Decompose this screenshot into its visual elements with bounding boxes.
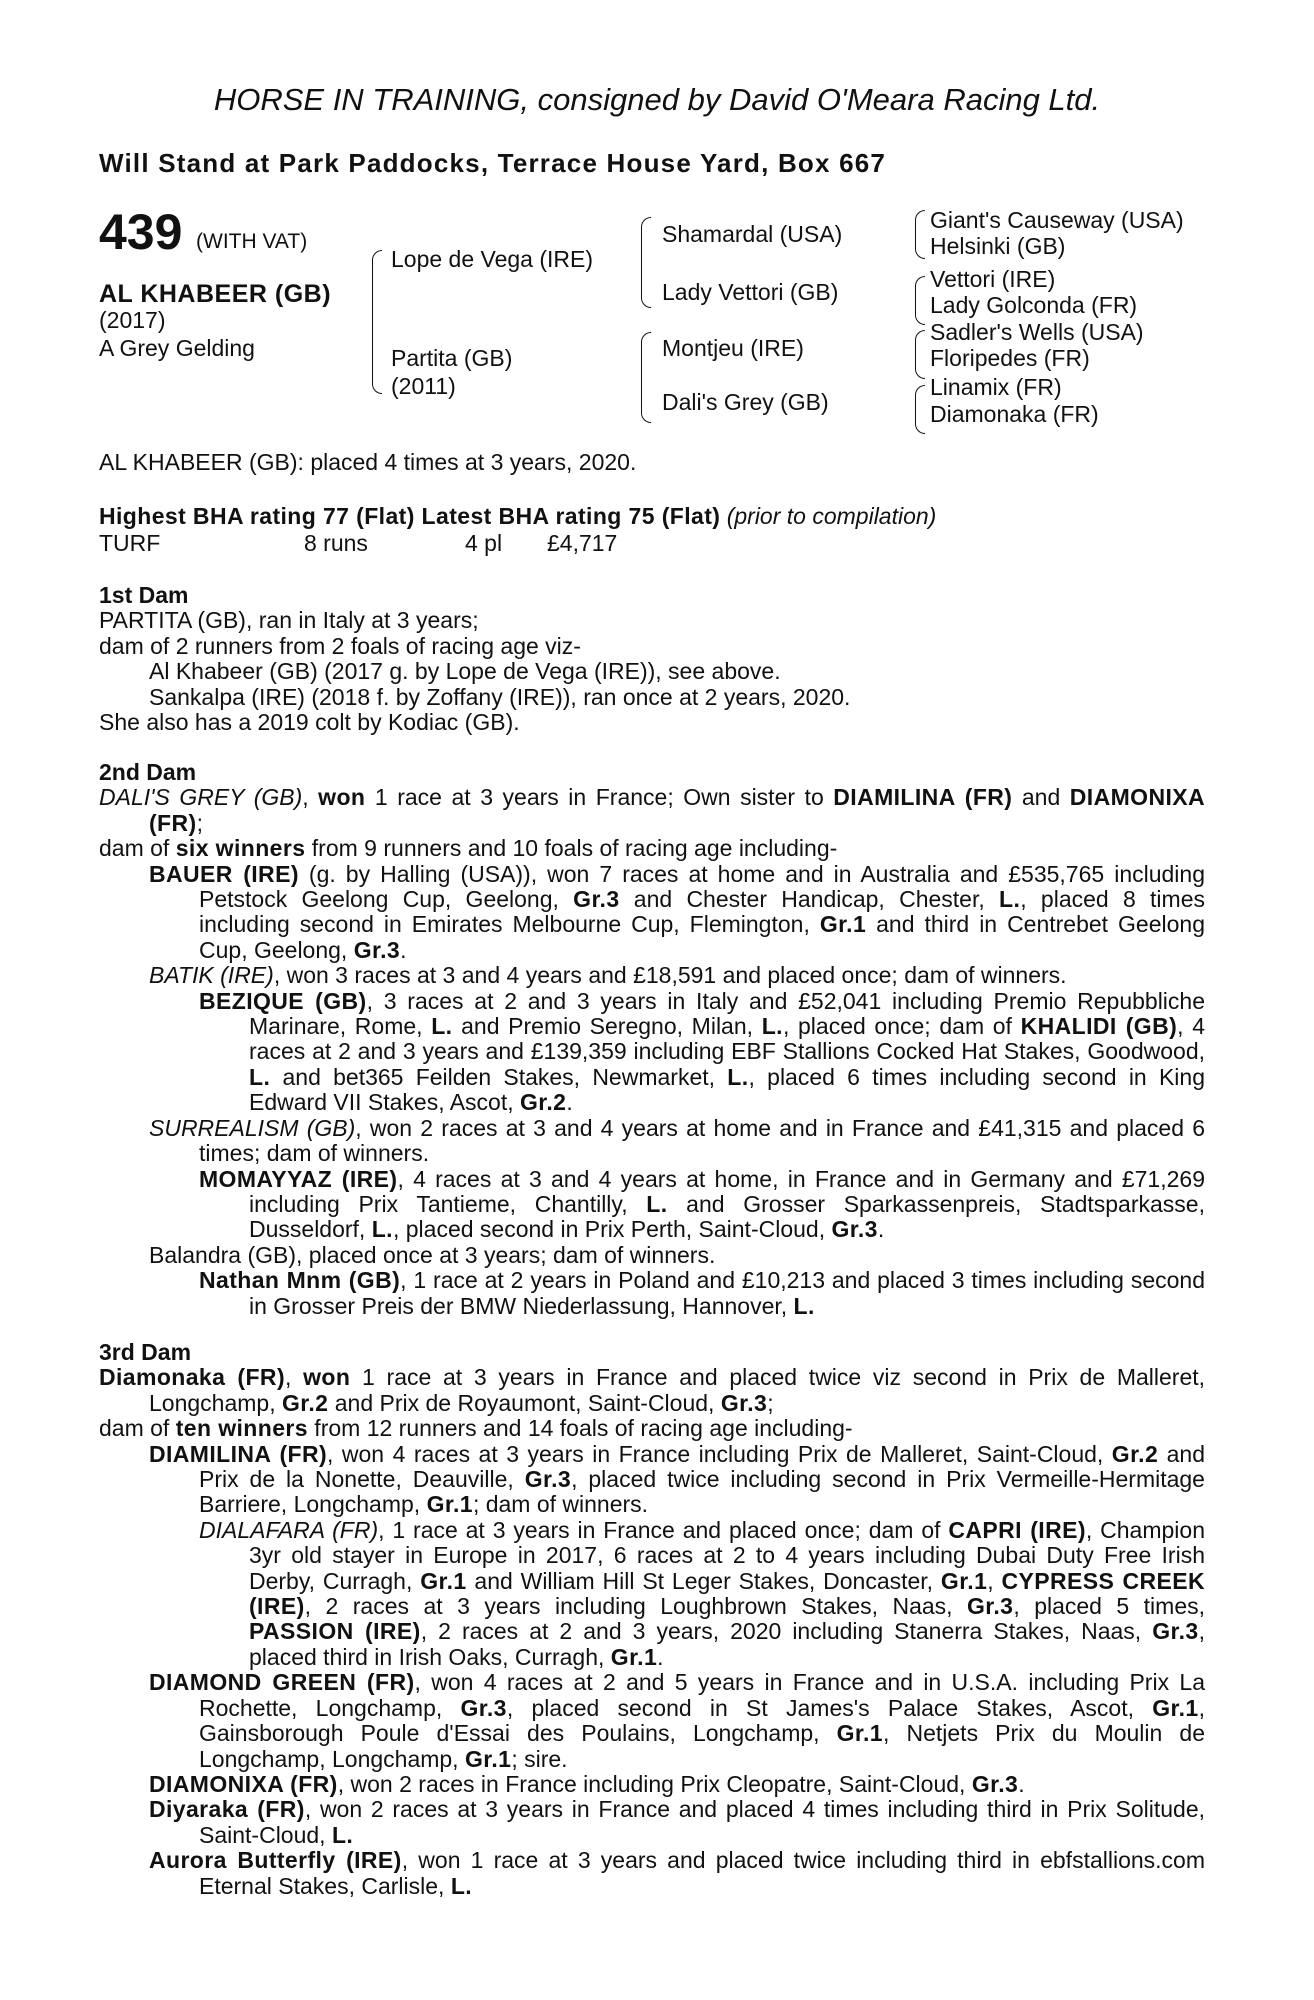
produce-entry [99, 1772, 1205, 1797]
pedigree-dam: Partita (GB) [391, 345, 513, 371]
pedigree-brace [915, 234, 925, 259]
horse-name: DIALAFARA (FR) [199, 1516, 379, 1543]
grade: Gr.3 [353, 936, 401, 963]
grade: L. [793, 1292, 815, 1319]
runs: 8 runs [304, 530, 368, 556]
text: , placed second in Prix Perth, Saint-Cloud, [392, 1216, 832, 1243]
pedigree-brace [915, 276, 925, 301]
text: , placed 5 times, [1013, 1593, 1206, 1620]
text: , 1 race at 3 years in France and placed once; dam of [378, 1516, 949, 1543]
pedigree-dam-sire: Montjeu (IRE) [662, 335, 804, 361]
grade: Gr.1 [464, 1745, 512, 1772]
pedigree-g8: Diamonaka (FR) [930, 401, 1099, 427]
horse-year: (2017) [99, 307, 166, 333]
dam-name: Diamonaka (FR) [99, 1364, 286, 1391]
race-summary: AL KHABEER (GB): placed 4 times at 3 years, 2020. [99, 449, 637, 475]
horse-name: SURREALISM (GB) [149, 1114, 356, 1141]
text: , won 2 races at 3 and 4 years at home and in France and £41,315 and placed 6 times; dam of winners. [199, 1114, 1205, 1167]
ratings-note: (prior to compilation) [726, 503, 937, 529]
horse-name: DIAMILINA (FR) [149, 1440, 328, 1467]
text: , 1 race at 2 years in Poland and £10,213 and placed 3 times including second in Grosser Preis der BMW Niederlassung, Hannover, [249, 1267, 1205, 1319]
text: , placed 8 times including second in Emirates Melbourne Cup, Flemington, [199, 886, 1205, 938]
horse-name: PASSION (IRE) [249, 1618, 421, 1645]
ratings-text: Highest BHA rating 77 (Flat) Latest BHA rating 75 (Flat) [99, 503, 721, 529]
horse-description: A Grey Gelding [99, 335, 255, 361]
text: , won 4 races at 2 and 5 years in France and in U.S.A. including Prix La Rochette, Longchamp, [199, 1669, 1205, 1721]
text: ; [196, 809, 203, 836]
grade: Gr.1 [426, 1491, 473, 1518]
second-dam-heading: 2nd Dam [99, 759, 197, 785]
text: ; dam of winners. [472, 1491, 649, 1518]
pedigree-brace [641, 377, 651, 423]
text: , [987, 1567, 1002, 1594]
race-record-row [99, 530, 699, 558]
placings: 4 pl [465, 530, 503, 556]
text: . [566, 1089, 573, 1116]
produce-entry [99, 989, 1205, 1116]
horse-name: DIAMOND GREEN (FR) [149, 1669, 415, 1696]
text: and Premio Seregno, Milan, [452, 1013, 762, 1040]
text: , won 1 race at 3 years and placed twice including third in ebfstallions.com Eternal Stakes, Carlisle, [199, 1847, 1206, 1899]
grade: L. [371, 1216, 393, 1243]
produce-entry [99, 1442, 1205, 1518]
text: . [877, 1216, 885, 1243]
pedigree-brace [372, 330, 382, 394]
pedigree-sire-dam: Lady Vettori (GB) [662, 279, 839, 305]
horse-name: CYPRESS CREEK (IRE) [249, 1567, 1205, 1620]
text: , placed third in Irish Oaks, Curragh, [249, 1618, 1205, 1670]
horse-name: DIAMONIXA (FR) [149, 784, 1205, 836]
pedigree-brace [372, 250, 382, 331]
text: and [1012, 784, 1070, 811]
produce-entry [99, 1167, 1205, 1243]
grade: L. [727, 1063, 749, 1090]
horse-name: MOMAYYAZ (IRE) [199, 1165, 398, 1192]
text: , 2 races at 2 and 3 years, 2020 including Stanerra Stakes, Naas, [420, 1618, 1153, 1645]
vat-note: (WITH VAT) [196, 230, 308, 253]
grade: Gr.2 [281, 1389, 329, 1416]
grade: Gr.3 [971, 1770, 1019, 1797]
grade: L. [450, 1872, 473, 1899]
grade: Gr.1 [610, 1643, 658, 1670]
dam-name: DALI'S GREY (GB) [99, 784, 303, 811]
second-dam-para: DALI'S GREY (GB), won 1 race at 3 years in France; Own sister to DIAMILINA (FR) and DIAMONIXA (FR); [99, 784, 1205, 836]
text: , Netjets Prix du Moulin de Longchamp, Longchamp, [199, 1720, 1206, 1772]
text: from 12 runners and 14 foals of racing age including- [307, 1415, 853, 1442]
text: , won 2 races in France including Prix Cleopatre, Saint-Cloud, [337, 1770, 972, 1797]
text: ; [767, 1389, 774, 1416]
text-bold: won [318, 784, 366, 811]
text: and Chester Handicap, Chester, [619, 886, 1000, 913]
first-dam-produce: Al Khabeer (GB) (2017 g. by Lope de Vega (IRE)), see above. [149, 658, 781, 685]
grade: Gr.3 [967, 1593, 1014, 1620]
text: and Prix de Royaumont, Saint-Cloud, [328, 1389, 721, 1416]
grade: Gr.3 [1152, 1618, 1199, 1645]
earnings: £4,717 [547, 530, 618, 556]
text: . [657, 1643, 664, 1670]
text: , 2 races at 3 years including Loughbrown Stakes, Naas, [304, 1593, 967, 1620]
first-dam-heading: 1st Dam [99, 582, 189, 608]
pedigree-brace [915, 385, 925, 410]
pedigree-sire-sire: Shamardal (USA) [662, 221, 843, 247]
text: and Prix de la Nonette, Deauville, [199, 1440, 1205, 1493]
horse-name: Aurora Butterfly (IRE) [149, 1847, 402, 1874]
third-dam-section [99, 1340, 1205, 1899]
text: , Champion 3yr old stayer in Europe in 2017, 6 races at 2 to 4 years including Dubai Duty Free Irish Derby, Curragh, [249, 1516, 1205, 1594]
surface: TURF [99, 530, 161, 556]
grade: L. [331, 1821, 354, 1848]
grade: Gr.1 [1152, 1694, 1199, 1721]
stand-location: Will Stand at Park Paddocks, Terrace House Yard, Box 667 [99, 148, 887, 178]
text: . [400, 936, 407, 963]
text: , won 2 races at 3 years in France and placed 4 times including third in Prix Solitude, Saint-Cloud, [199, 1796, 1206, 1848]
horse-name: AL KHABEER (GB) [99, 280, 332, 308]
horse-name: Diyaraka (FR) [149, 1796, 305, 1823]
horse-name: BAUER (IRE) [149, 860, 299, 887]
grade: Gr.2 [1111, 1440, 1159, 1467]
produce-entry: Balandra (GB), placed once at 3 years; dam of winners. [149, 1241, 716, 1268]
pedigree-g6: Floripedes (FR) [930, 345, 1090, 371]
pedigree-g4: Lady Golconda (FR) [930, 292, 1138, 318]
text: . [1018, 1770, 1025, 1797]
horse-name: KHALIDI (GB) [1020, 1013, 1178, 1040]
first-dam-produce: Sankalpa (IRE) (2018 f. by Zoffany (IRE)), ran once at 2 years, 2020. [149, 683, 851, 710]
grade: L. [431, 1013, 453, 1040]
text: 1 race at 3 years in France; Own sister to [365, 784, 834, 811]
text: , placed twice including second in Prix Vermeille-Hermitage Barriere, Longchamp, [199, 1466, 1205, 1518]
grade: Gr.3 [524, 1466, 572, 1493]
horse-name: Nathan Mnm (GB) [199, 1267, 401, 1294]
first-dam-line: PARTITA (GB), ran in Italy at 3 years; [99, 607, 479, 634]
grade: Gr.1 [420, 1567, 467, 1594]
text: dam of [99, 1415, 176, 1442]
third-dam-para: Diamonaka (FR), won 1 race at 3 years in France and placed twice viz second in Prix de Malleret, Longchamp, Gr.2 and Prix de Royaumont, Saint-Cloud, Gr.3; [99, 1364, 1206, 1416]
text: ; sire. [511, 1745, 568, 1772]
grade: L. [249, 1063, 271, 1090]
pedigree-g3: Vettori (IRE) [930, 266, 1056, 292]
grade: Gr.1 [836, 1720, 883, 1747]
grade: Gr.3 [573, 886, 620, 913]
pedigree-sire: Lope de Vega (IRE) [391, 246, 594, 272]
text: and Grosser Sparkassenpreis, Stadtsparkasse, Dusseldorf, [249, 1190, 1205, 1243]
grade: Gr.3 [460, 1694, 507, 1721]
grade: L. [646, 1190, 668, 1217]
produce-entry [99, 1848, 1205, 1899]
text: , Gainsborough Poule d'Essai des Poulains, Longchamp, [199, 1694, 1205, 1747]
pedigree-g1: Giant's Causeway (USA) [930, 207, 1184, 233]
grade: Gr.1 [940, 1567, 988, 1594]
pedigree-brace [915, 210, 925, 235]
text: 1 race at 3 years in France and placed twice viz second in Prix de Malleret, Longchamp, [149, 1364, 1206, 1416]
produce-entry [99, 963, 1205, 988]
grade: L. [999, 886, 1021, 913]
pedigree-brace [641, 262, 651, 308]
second-dam-section [99, 760, 1205, 1319]
pedigree-brace [641, 217, 651, 263]
pedigree-dam-dam: Dali's Grey (GB) [662, 389, 829, 415]
text: (g. by Halling (USA)), won 7 races at home and in Australia and £535,765 including Petstock Geelong Cup, Geelong, [199, 860, 1205, 913]
second-dam-para [99, 836, 1205, 861]
text: dam of [99, 835, 176, 862]
text: and third in Centrebet Geelong Cup, Geelong, [199, 911, 1205, 963]
text: and William Hill St Leger Stakes, Doncaster, [466, 1567, 941, 1594]
pedigree-brace [641, 332, 651, 378]
grade: Gr.1 [819, 911, 867, 938]
produce-entry [99, 1116, 1205, 1167]
text: , won 4 races at 3 years in France including Prix de Malleret, Saint-Cloud, [327, 1440, 1112, 1467]
grade: Gr.3 [720, 1389, 768, 1416]
text: , placed second in St James's Palace Stakes, Ascot, [506, 1694, 1153, 1721]
text-bold: ten winners [175, 1415, 308, 1442]
grade: Gr.3 [831, 1216, 878, 1243]
text: , placed once; dam of [782, 1013, 1021, 1040]
horse-name: CAPRI (IRE) [948, 1516, 1086, 1543]
first-dam-section [99, 583, 1205, 735]
text: , 3 races at 2 and 3 years in Italy and £52,041 including Premio Repubbliche Marinare, Rome, [249, 987, 1205, 1040]
text: and bet365 Feilden Stakes, Newmarket, [270, 1063, 728, 1090]
pedigree-brace [915, 300, 925, 325]
third-dam-heading: 3rd Dam [99, 1339, 192, 1365]
text-bold: six winners [175, 835, 306, 862]
horse-name: BEZIQUE (GB) [199, 987, 367, 1014]
pedigree-brace [915, 354, 925, 379]
ratings-line [99, 503, 936, 530]
produce-entry [99, 1797, 1205, 1848]
text-bold: won [303, 1364, 351, 1391]
text: , won 3 races at 3 and 4 years and £18,591 and placed once; dam of winners. [273, 962, 1067, 989]
grade: Gr.2 [520, 1089, 567, 1116]
produce-entry [99, 1670, 1205, 1772]
pedigree-dam-year: (2011) [391, 373, 456, 399]
first-dam-line: She also has a 2019 colt by Kodiac (GB). [99, 709, 520, 736]
first-dam-line: dam of 2 runners from 2 foals of racing age viz- [99, 632, 581, 659]
lot-number: 439 [99, 204, 183, 260]
third-dam-para [99, 1416, 1205, 1441]
text: from 9 runners and 10 foals of racing age including- [305, 835, 838, 862]
text: , 4 races at 2 and 3 years and £139,359 including EBF Stallions Cocked Hat Stakes, Goodwood, [249, 1013, 1205, 1065]
page-title: HORSE IN TRAINING, consigned by David O'Meara Racing Ltd. [213, 82, 1101, 117]
pedigree-brace [915, 409, 925, 434]
pedigree-g5: Sadler's Wells (USA) [930, 319, 1144, 345]
produce-entry [99, 862, 1205, 964]
produce-entry [99, 1518, 1205, 1670]
text: , 4 races at 3 and 4 years at home, in France and in Germany and £71,269 including Prix Tantieme, Chantilly, [249, 1165, 1205, 1217]
text: , placed 6 times including second in King Edward VII Stakes, Ascot, [249, 1063, 1205, 1116]
horse-name: DIAMILINA (FR) [833, 784, 1013, 811]
horse-name: DIAMONIXA (FR) [149, 1770, 338, 1797]
produce-entry [99, 1268, 1205, 1319]
pedigree-g7: Linamix (FR) [930, 374, 1062, 400]
pedigree-brace [915, 330, 925, 355]
pedigree-g2: Helsinki (GB) [930, 233, 1066, 259]
horse-name: BATIK (IRE) [149, 962, 274, 989]
grade: L. [761, 1013, 783, 1040]
